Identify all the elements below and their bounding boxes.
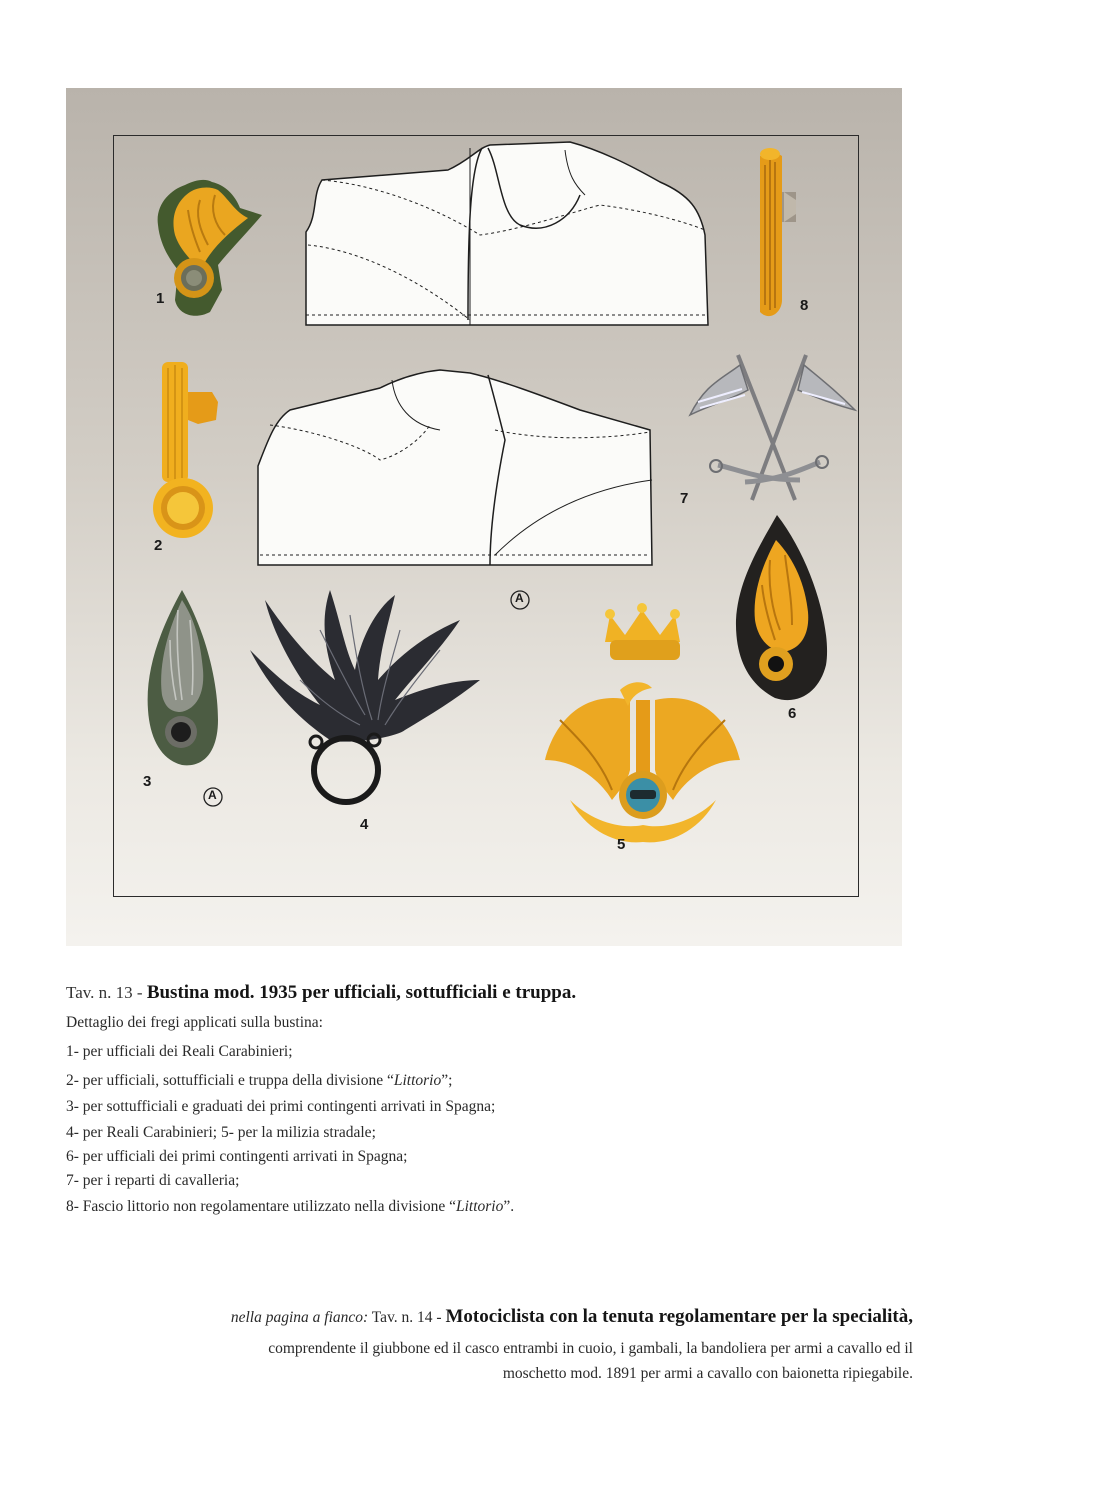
caption-13-title (66, 982, 576, 1004)
badge-3-spain-nco (148, 590, 218, 765)
caption-13-item-4: 4- per Reali Carabinieri; 5- per la milizia stradale; (66, 1124, 376, 1141)
caption-14-heading: Motociclista con la tenuta regolamentare per la specialità, (445, 1306, 913, 1327)
monogram-letter-lower: A (208, 788, 217, 802)
caption-13-item-2: 2- per ufficiali, sottufficiali e truppa della divisione “Littorio”; (66, 1072, 453, 1089)
monogram-letter-upper: A (515, 591, 524, 605)
badge-8-fascio-littorio (760, 148, 796, 316)
badge-2-littorio-division (153, 362, 218, 538)
badge-1-carabinieri-officers (158, 180, 262, 316)
badge-5-milizia-stradale (545, 603, 740, 842)
caption-13-item-1: 1- per ufficiali dei Reali Carabinieri; (66, 1043, 293, 1060)
plate-number-3: 3 (143, 773, 152, 790)
caption-13-heading: Bustina mod. 1935 per ufficiali, sottufficiali e truppa. (146, 982, 577, 1003)
bustina-cap-top (306, 142, 708, 325)
badge-6-spain-officers (736, 515, 827, 700)
caption-13-item-5: 6- per ufficiali dei primi contingenti arrivati in Spagna; (66, 1148, 408, 1165)
plate-number-4: 4 (360, 816, 369, 833)
caption-13-item-6: 7- per i reparti di cavalleria; (66, 1172, 240, 1189)
badge-4-reali-carabinieri (250, 590, 480, 802)
plate-number-1: 1 (156, 290, 165, 307)
badge-7-cavalry-lances (690, 355, 855, 500)
plate-number-5: 5 (617, 836, 626, 853)
caption-13-item-3: 3- per sottufficiali e graduati dei primi contingenti arrivati in Spagna; (66, 1098, 496, 1115)
caption-14-prefix: Tav. n. 14 - (368, 1309, 446, 1326)
plate-number-2: 2 (154, 537, 163, 554)
caption-14-title (231, 1306, 913, 1328)
caption-14-italic-prefix: nella pagina a fianco: (230, 1309, 369, 1326)
caption-13-intro: Dettaglio dei fregi applicati sulla bustina: (66, 1014, 323, 1031)
plate-number-6: 6 (788, 705, 797, 722)
bustina-cap-bottom (258, 370, 652, 565)
caption-13-item-7: 8- Fascio littorio non regolamentare utilizzato nella divisione “Littorio”. (66, 1198, 515, 1215)
caption-14-line-2: comprendente il giubbone ed il casco entrambi in cuoio, i gambali, la bandoliera per armi a cavallo ed il (268, 1340, 913, 1357)
caption-13-prefix: Tav. n. 13 - (66, 983, 147, 1002)
caption-14-line-3: moschetto mod. 1891 per armi a cavallo con baionetta ripiegabile. (502, 1365, 913, 1382)
plate-number-8: 8 (800, 297, 809, 314)
plate-number-7: 7 (680, 490, 689, 507)
